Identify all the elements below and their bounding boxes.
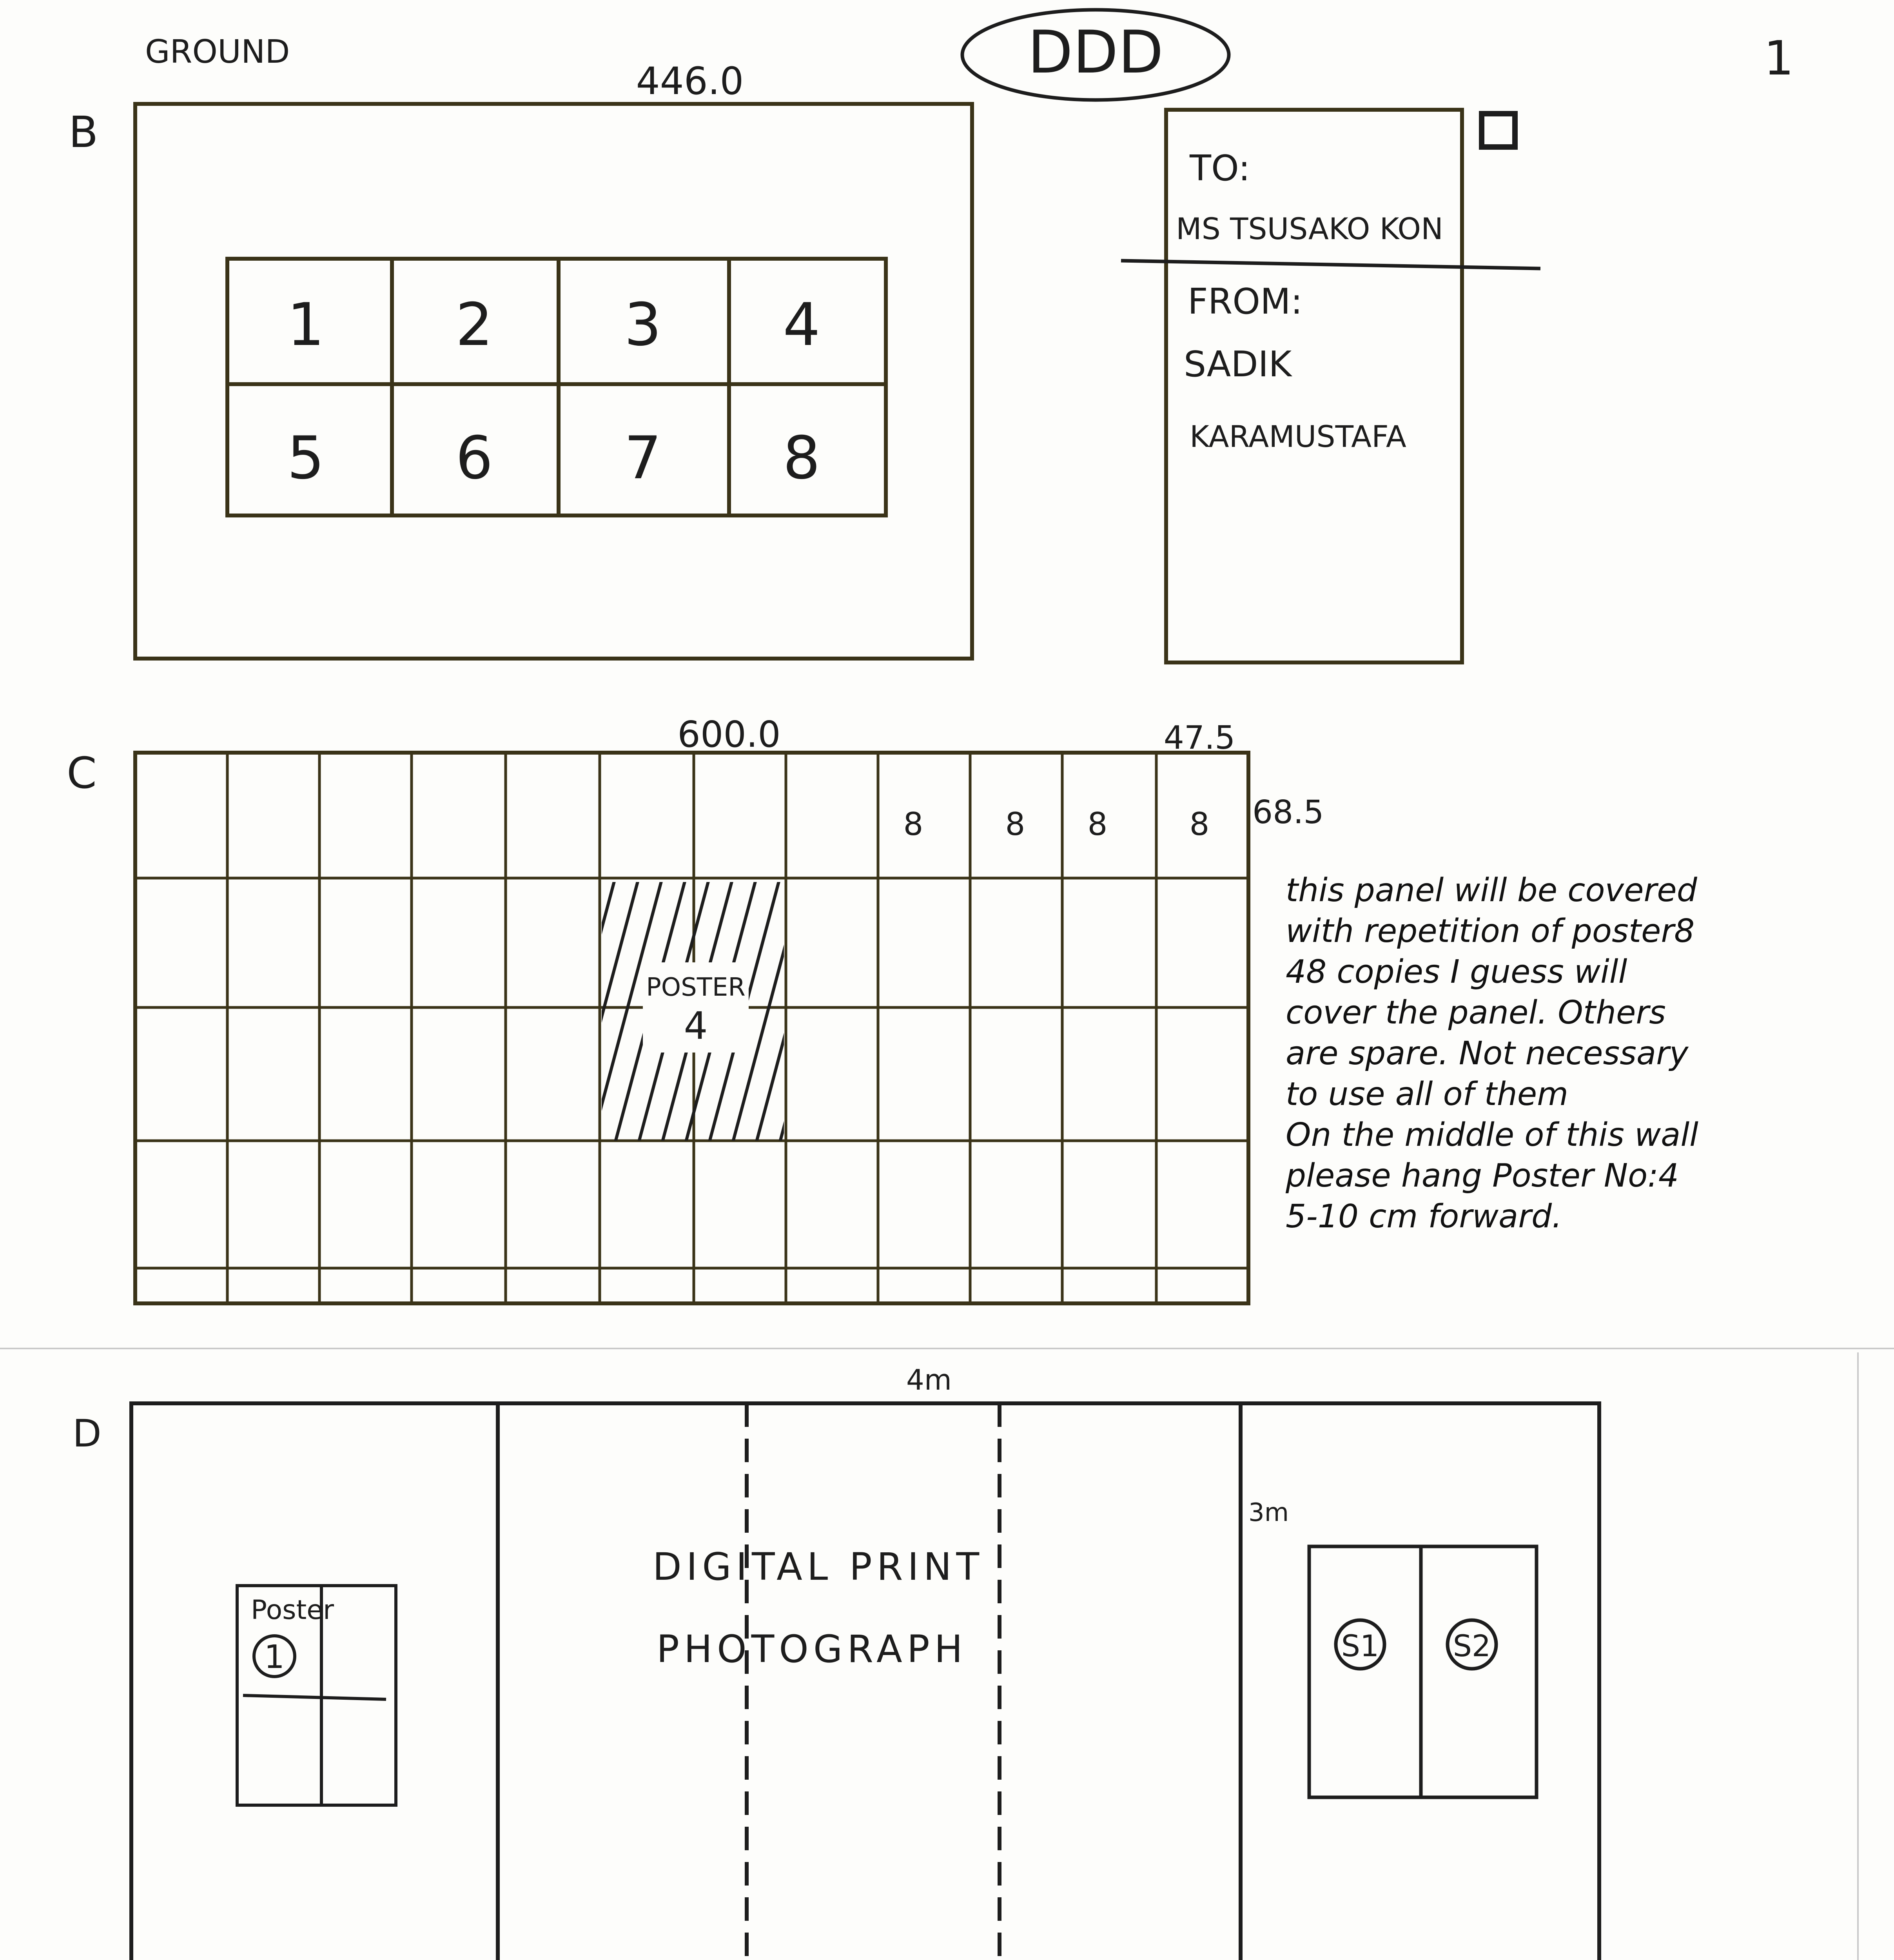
note-line: this panel will be covered <box>1286 872 1697 909</box>
s-panels <box>1309 1546 1537 1797</box>
note-line: 5-10 cm forward. <box>1286 1198 1562 1235</box>
poster-4-number: 4 <box>684 1004 708 1048</box>
note-line: On the middle of this wall <box>1286 1116 1698 1154</box>
poster-1-number: 1 <box>264 1639 285 1676</box>
column-mark: 8 <box>903 806 923 842</box>
panel-d-dashed-lines <box>747 1403 1000 1960</box>
column-mark: 8 <box>1087 806 1108 842</box>
column-mark: 8 <box>1005 806 1025 842</box>
address-from-label: FROM: <box>1188 281 1303 322</box>
panel-d-width-mark: 4m <box>906 1363 952 1396</box>
note-line: 48 copies I guess will <box>1286 953 1627 991</box>
stamp-text: DDD <box>1027 18 1164 87</box>
address-divider <box>1121 261 1540 269</box>
column-mark: 8 <box>1189 806 1210 842</box>
note-line: to use all of them <box>1286 1076 1569 1113</box>
s1-label: S1 <box>1341 1628 1379 1663</box>
panel-b-cell: 4 <box>783 291 820 359</box>
note-line: cover the panel. Others <box>1286 994 1666 1031</box>
address-to-label: TO: <box>1190 148 1250 189</box>
note-line: are spare. Not necessary <box>1286 1035 1689 1072</box>
panel-c-letter: C <box>67 748 97 798</box>
s2-label: S2 <box>1453 1628 1491 1663</box>
note-line: please hang Poster No:4 <box>1286 1157 1679 1194</box>
poster-4-label: POSTER <box>646 973 746 1002</box>
address-from-name-1: SADIK <box>1184 344 1292 385</box>
panel-b-cell: 7 <box>624 424 662 492</box>
poster-1-label: Poster <box>251 1595 334 1626</box>
panel-b-cell: 6 <box>455 424 493 492</box>
address-card <box>1166 110 1462 662</box>
panel-d-height-mark: 3m <box>1248 1498 1289 1527</box>
panel-c-note <box>1286 870 1866 1237</box>
page-number: 1 <box>1764 31 1794 86</box>
panel-b-frame <box>135 104 972 659</box>
address-from-name-2: KARAMUSTAFA <box>1190 419 1406 454</box>
digital-print-label: DIGITAL PRINT <box>653 1545 984 1589</box>
note-line: with repetition of poster8 <box>1286 913 1695 950</box>
panel-b-cell: 8 <box>783 424 820 492</box>
panel-c-row-height: 68.5 <box>1252 794 1324 831</box>
ddd-stamp <box>962 10 1229 100</box>
panel-b-cell: 2 <box>455 291 493 359</box>
panel-b-letter: B <box>69 107 98 157</box>
address-to-name: MS TSUSAKO KON <box>1176 211 1443 246</box>
panel-b-cell: 5 <box>287 424 325 492</box>
panel-c-col-width: 47.5 <box>1163 719 1235 757</box>
panel-b-dimension: 446.0 <box>636 59 744 103</box>
photograph-label: PHOTOGRAPH <box>657 1627 967 1671</box>
panel-b-cell-labels <box>287 291 820 492</box>
panel-c-dimension: 600.0 <box>677 713 781 755</box>
panel-b-cell: 1 <box>287 291 325 359</box>
ground-label: GROUND <box>145 33 290 71</box>
panel-d-letter: D <box>73 1412 102 1455</box>
corner-mark <box>1482 114 1515 147</box>
panel-b-cell: 3 <box>624 291 662 359</box>
panel-d-frame <box>131 1403 1599 1960</box>
panel-c-column-marks <box>903 806 1210 842</box>
